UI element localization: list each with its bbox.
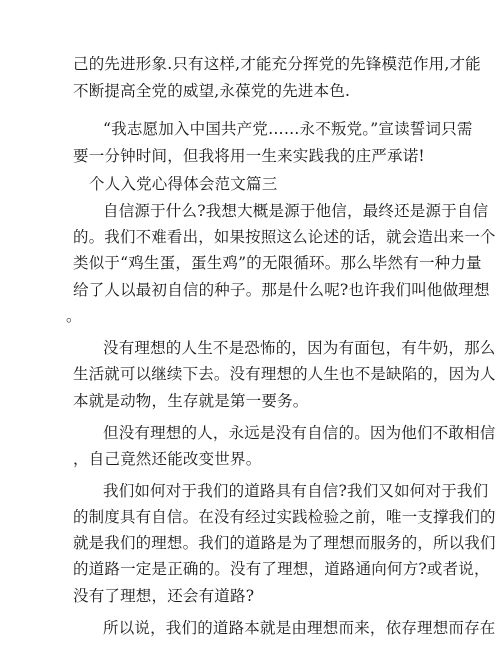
body-text-line: “我志愿加入中国共产党……永不叛党。”宣读誓词只需 xyxy=(103,119,473,138)
body-text-line: 的道路一定是正确的。没有了理想，道路通向何方?或者说， xyxy=(73,560,490,579)
body-text-line: 我们如何对于我们的道路具有自信?我们又如何对于我们 xyxy=(103,481,489,500)
body-text-line: 的制度具有自信。在没有经过实践检验之前，唯一支撑我们的 xyxy=(73,508,496,526)
body-text-line: 本就是动物，生存就是第一要务。 xyxy=(73,391,309,410)
body-text-line: 要一分钟时间，但我将用一生来实践我的庄严承诺! xyxy=(73,147,425,166)
body-text-line: 自信源于什么?我想大概是源于他信，最终还是源于自信 xyxy=(103,202,489,221)
body-text-line: 给了人以最初自信的种子。那是什么呢?也许我们叫他做理想 xyxy=(73,280,490,299)
body-text-line: 但没有理想的人，永远是没有自信的。因为他们不敢相信 xyxy=(103,424,496,443)
body-text-line: 所以说，我们的道路本就是由理想而来，依存理想而存在 xyxy=(103,619,496,637)
body-text-line: 没有理想的人生不是恐怖的，因为有面包，有牛奶，那么 xyxy=(103,339,496,358)
body-text-line: 没有了理想，还会有道路? xyxy=(73,586,255,605)
body-text-line: 不断提高全党的威望,永葆党的先进本色. xyxy=(73,82,351,101)
section-heading: 个人入党心得体会范文篇三 xyxy=(89,175,278,194)
body-text-line: 类似于“鸡生蛋，蛋生鸡”的无限循环。那么毕然有一种力量 xyxy=(73,254,482,273)
body-text-line: 。 xyxy=(66,306,82,325)
body-text-line: 生活就可以继续下去。没有理想的人生也不是缺陷的，因为人 xyxy=(73,365,496,384)
body-text-line: 的。我们不难看出，如果按照这么论述的话，就会造出来一个 xyxy=(73,228,496,247)
body-text-line: 就是我们的理想。我们的道路是为了理想而服务的，所以我们 xyxy=(73,534,496,553)
body-text-line: 己的先进形象.只有这样,才能充分挥党的先锋模范作用,才能 xyxy=(73,55,481,73)
body-text-line: ，自己竟然还能改变世界。 xyxy=(73,450,262,469)
